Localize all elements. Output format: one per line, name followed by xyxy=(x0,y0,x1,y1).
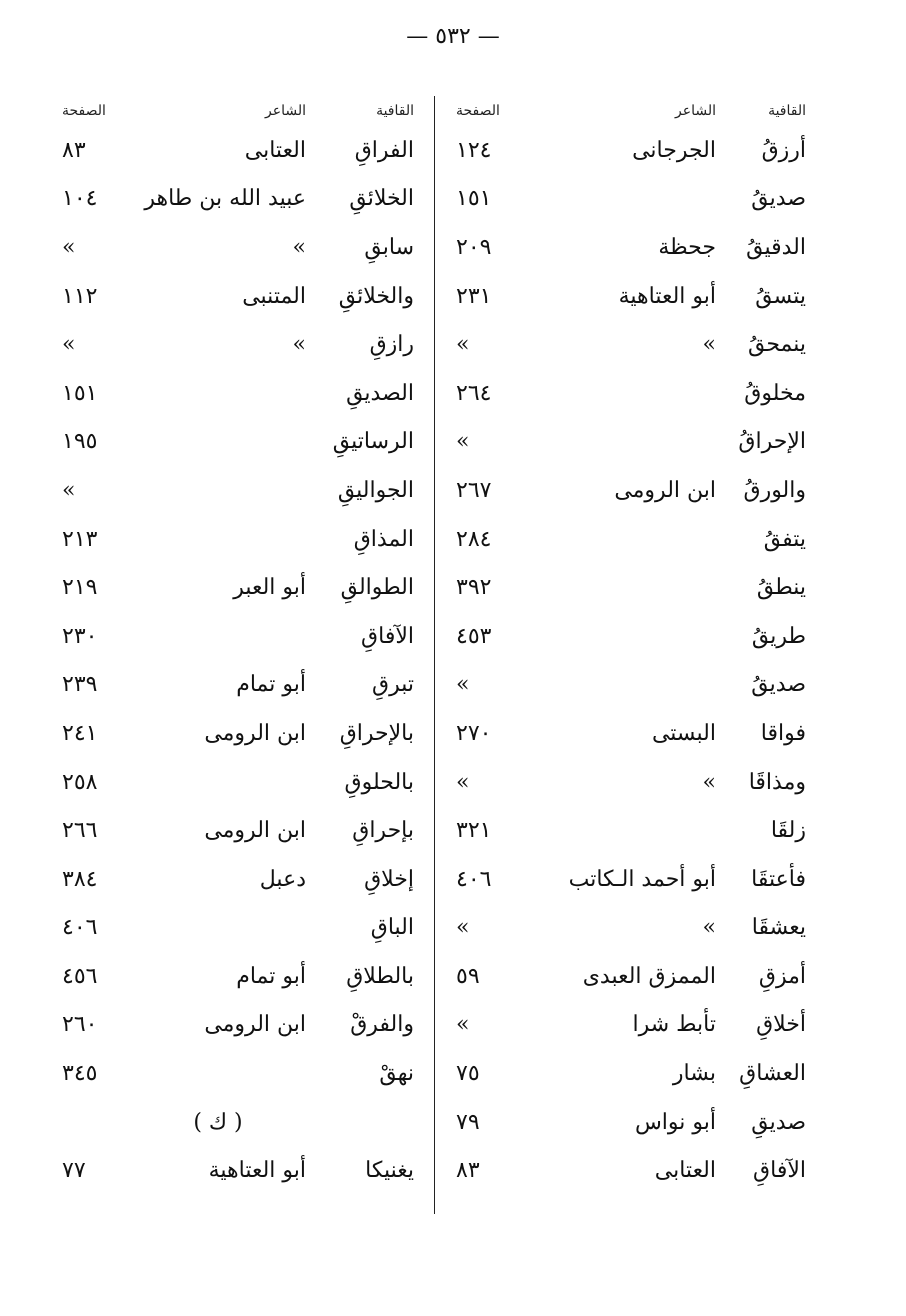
page-ref: ١٥١ xyxy=(456,186,492,212)
rhyme-word: طريقُ xyxy=(751,623,806,649)
index-row xyxy=(58,466,424,515)
index-row xyxy=(448,272,806,321)
page-ref: » xyxy=(456,429,470,455)
header-qafiya: القافية xyxy=(768,103,806,119)
index-row xyxy=(448,806,806,855)
index-row xyxy=(448,418,806,467)
page-ref: ٢٠٩ xyxy=(456,234,492,260)
header-shaer: الشاعر xyxy=(265,103,306,119)
index-row xyxy=(448,369,806,418)
rhyme-word: زلقَا xyxy=(770,818,806,844)
page-ref: » xyxy=(456,1012,470,1038)
page-ref: » xyxy=(456,672,470,698)
rhyme-word: مخلوقُ xyxy=(744,380,806,406)
page-ref: » xyxy=(456,332,470,358)
rhyme-word: سابقِ xyxy=(364,234,414,260)
index-column-right xyxy=(448,96,806,1195)
index-row xyxy=(58,223,424,272)
index-row xyxy=(448,1146,806,1195)
index-row xyxy=(448,661,806,710)
index-row xyxy=(58,1001,424,1050)
index-row xyxy=(448,855,806,904)
poet-name: بشار xyxy=(672,1061,716,1087)
index-row xyxy=(448,1001,806,1050)
index-row xyxy=(58,515,424,564)
rhyme-word: يتسقُ xyxy=(755,283,806,309)
header-qafiya: القافية xyxy=(376,103,414,119)
page-ref: ٢٦٧ xyxy=(456,477,492,503)
index-rows-left xyxy=(58,126,424,1195)
page-ref: ٢٣٩ xyxy=(62,672,98,698)
page-ref: ٨٣ xyxy=(456,1158,480,1184)
rhyme-word: الباقِ xyxy=(370,915,414,941)
rhyme-word: الصديقِ xyxy=(346,380,414,406)
index-row xyxy=(448,612,806,661)
index-row xyxy=(58,709,424,758)
index-row xyxy=(448,709,806,758)
page-ref: ٢٦٦ xyxy=(62,818,98,844)
page-ref: ٤٥٦ xyxy=(62,963,98,989)
page-ref: ٢٧٠ xyxy=(456,720,492,746)
poet-name: » xyxy=(292,332,306,358)
index-row xyxy=(448,1098,806,1147)
poet-name: أبو تمام xyxy=(236,963,306,989)
page-ref: ٣٤٥ xyxy=(62,1061,98,1087)
index-row xyxy=(448,175,806,224)
column-header-row xyxy=(58,96,424,126)
poet-name: العتابى xyxy=(654,1158,716,1184)
rhyme-word: الدقيقُ xyxy=(746,234,806,260)
page-ref: ٤٠٦ xyxy=(62,915,98,941)
rhyme-word: صديقُ xyxy=(751,186,806,212)
page-ref: ٢٤١ xyxy=(62,720,98,746)
rhyme-word: الآفاقِ xyxy=(361,623,414,649)
poet-name: ابن الرومى xyxy=(204,1012,306,1038)
page-ref: ٧٥ xyxy=(456,1061,480,1087)
rhyme-word: صديقِ xyxy=(751,1109,806,1135)
index-row xyxy=(448,223,806,272)
poet-name: أبو تمام xyxy=(236,672,306,698)
poet-name: أبو العبر xyxy=(233,575,306,601)
rhyme-word: إخلاقِ xyxy=(364,866,414,892)
page-ref: ١٩٥ xyxy=(62,429,98,455)
poet-name: » xyxy=(702,332,716,358)
rhyme-word: يتفقُ xyxy=(763,526,806,552)
page-ref: ٢١٩ xyxy=(62,575,98,601)
rhyme-word: والفرقْ xyxy=(350,1012,414,1038)
index-row xyxy=(58,904,424,953)
index-row xyxy=(58,272,424,321)
poet-name: عبيد الله بن طاهر xyxy=(144,186,306,212)
rhyme-word: يعشقَا xyxy=(751,915,806,941)
poet-name: الممزق العبدى xyxy=(582,963,716,989)
page-ref: ٧٩ xyxy=(456,1109,480,1135)
index-row xyxy=(58,806,424,855)
rhyme-word: والورقُ xyxy=(743,477,806,503)
index-row xyxy=(448,904,806,953)
index-row xyxy=(448,563,806,612)
poet-name: » xyxy=(702,915,716,941)
index-row xyxy=(448,1049,806,1098)
index-row xyxy=(58,758,424,807)
poet-name: جحظة xyxy=(658,234,716,260)
rhyme-word: ينطقُ xyxy=(756,575,806,601)
rhyme-word: الفراقِ xyxy=(354,137,414,163)
poet-name: » xyxy=(702,769,716,795)
page-ref: ٣٢١ xyxy=(456,818,492,844)
page-ref: ٢٥٨ xyxy=(62,769,98,795)
rhyme-word: أرزقُ xyxy=(761,137,806,163)
poet-name: دعبل xyxy=(259,866,306,892)
index-row xyxy=(448,320,806,369)
rhyme-word: الإحراقُ xyxy=(738,429,806,455)
poet-name: أبو العتاهية xyxy=(208,1158,306,1184)
poet-name: ابن الرومى xyxy=(204,720,306,746)
column-header-row xyxy=(448,96,806,126)
rhyme-word: بالطلاقِ xyxy=(346,963,414,989)
poet-name: العتابى xyxy=(244,137,306,163)
rhyme-word: الخلائقِ xyxy=(349,186,414,212)
rhyme-word: بالحلوقِ xyxy=(344,769,414,795)
index-column-left xyxy=(58,96,424,1195)
page-ref: ٥٩ xyxy=(456,963,480,989)
page-ref: ١٠٤ xyxy=(62,186,98,212)
index-row xyxy=(58,612,424,661)
index-row xyxy=(58,952,424,1001)
poet-name: أبو العتاهية xyxy=(618,283,716,309)
page-ref: ٢٦٤ xyxy=(456,380,492,406)
poet-name: الجرجانى xyxy=(632,137,716,163)
header-shaer: الشاعر xyxy=(675,103,716,119)
page-ref: ٢٣٠ xyxy=(62,623,98,649)
rhyme-word: فواقا xyxy=(760,720,806,746)
header-safha: الصفحة xyxy=(62,103,106,119)
poet-name: البستى xyxy=(651,720,716,746)
page-ref: ١١٢ xyxy=(62,283,98,309)
rhyme-word: الطوالقِ xyxy=(340,575,414,601)
rhyme-word: يغنيكا xyxy=(365,1158,414,1184)
header-safha: الصفحة xyxy=(456,103,500,119)
index-row xyxy=(58,369,424,418)
page-ref: » xyxy=(456,769,470,795)
page-number: — ٥٣٢ — xyxy=(406,24,500,49)
rhyme-word: صديقُ xyxy=(751,672,806,698)
poet-name: أبو أحمد الـكاتب xyxy=(568,866,716,892)
rhyme-word: بإحراقِ xyxy=(352,818,414,844)
rhyme-word: رازقِ xyxy=(369,332,414,358)
page-ref: » xyxy=(62,234,76,260)
page-ref: ٢٣١ xyxy=(456,283,492,309)
page-ref: ٢٦٠ xyxy=(62,1012,98,1038)
index-row xyxy=(58,855,424,904)
index-row xyxy=(448,952,806,1001)
rhyme-word: فأعتقَا xyxy=(751,866,806,892)
rhyme-word: نهقْ xyxy=(379,1061,414,1087)
index-row xyxy=(58,320,424,369)
poet-name: المتنبى xyxy=(242,283,306,309)
index-row xyxy=(58,126,424,175)
rhyme-word: أمزقِ xyxy=(758,963,806,989)
index-row xyxy=(58,563,424,612)
rhyme-word: ومذاقَا xyxy=(748,769,806,795)
rhyme-word: أخلاقِ xyxy=(756,1012,806,1038)
poet-name: » xyxy=(292,234,306,260)
index-row xyxy=(448,466,806,515)
page-ref: ٣٨٤ xyxy=(62,866,98,892)
rhyme-word: والخلائقِ xyxy=(338,283,414,309)
section-letter: ( ك ) xyxy=(193,1109,243,1135)
page-ref: ٤٥٣ xyxy=(456,623,492,649)
page-ref: ٣٩٢ xyxy=(456,575,492,601)
index-row xyxy=(58,1049,424,1098)
poet-name: ابن الرومى xyxy=(204,818,306,844)
section-heading-row xyxy=(58,1098,424,1147)
rhyme-word: الآفاقِ xyxy=(753,1158,806,1184)
page-ref: ٢٨٤ xyxy=(456,526,492,552)
page-ref: ١٥١ xyxy=(62,380,98,406)
index-rows-right xyxy=(448,126,806,1195)
poet-name: ابن الرومى xyxy=(614,477,716,503)
index-row xyxy=(58,418,424,467)
index-row xyxy=(448,126,806,175)
rhyme-word: ينمحقُ xyxy=(747,332,806,358)
page-ref: » xyxy=(62,477,76,503)
page-ref: ٨٣ xyxy=(62,137,86,163)
rhyme-word: بالإحراقِ xyxy=(339,720,414,746)
page-ref: » xyxy=(456,915,470,941)
index-row xyxy=(58,1146,424,1195)
column-divider xyxy=(434,96,435,1214)
page-ref: ٤٠٦ xyxy=(456,866,492,892)
page-ref: » xyxy=(62,332,76,358)
poet-name: تأبط شرا xyxy=(632,1012,716,1038)
index-row xyxy=(58,175,424,224)
rhyme-word: المذاقِ xyxy=(353,526,414,552)
rhyme-word: العشاقِ xyxy=(739,1061,806,1087)
index-row xyxy=(58,661,424,710)
index-row xyxy=(448,515,806,564)
rhyme-word: الجواليقِ xyxy=(337,477,414,503)
page-ref: ٢١٣ xyxy=(62,526,98,552)
rhyme-word: الرساتيقِ xyxy=(332,429,414,455)
poet-name: أبو نواس xyxy=(634,1109,716,1135)
rhyme-word: تبرقِ xyxy=(372,672,414,698)
page-ref: ١٢٤ xyxy=(456,137,492,163)
index-row xyxy=(448,758,806,807)
page-ref: ٧٧ xyxy=(62,1158,86,1184)
